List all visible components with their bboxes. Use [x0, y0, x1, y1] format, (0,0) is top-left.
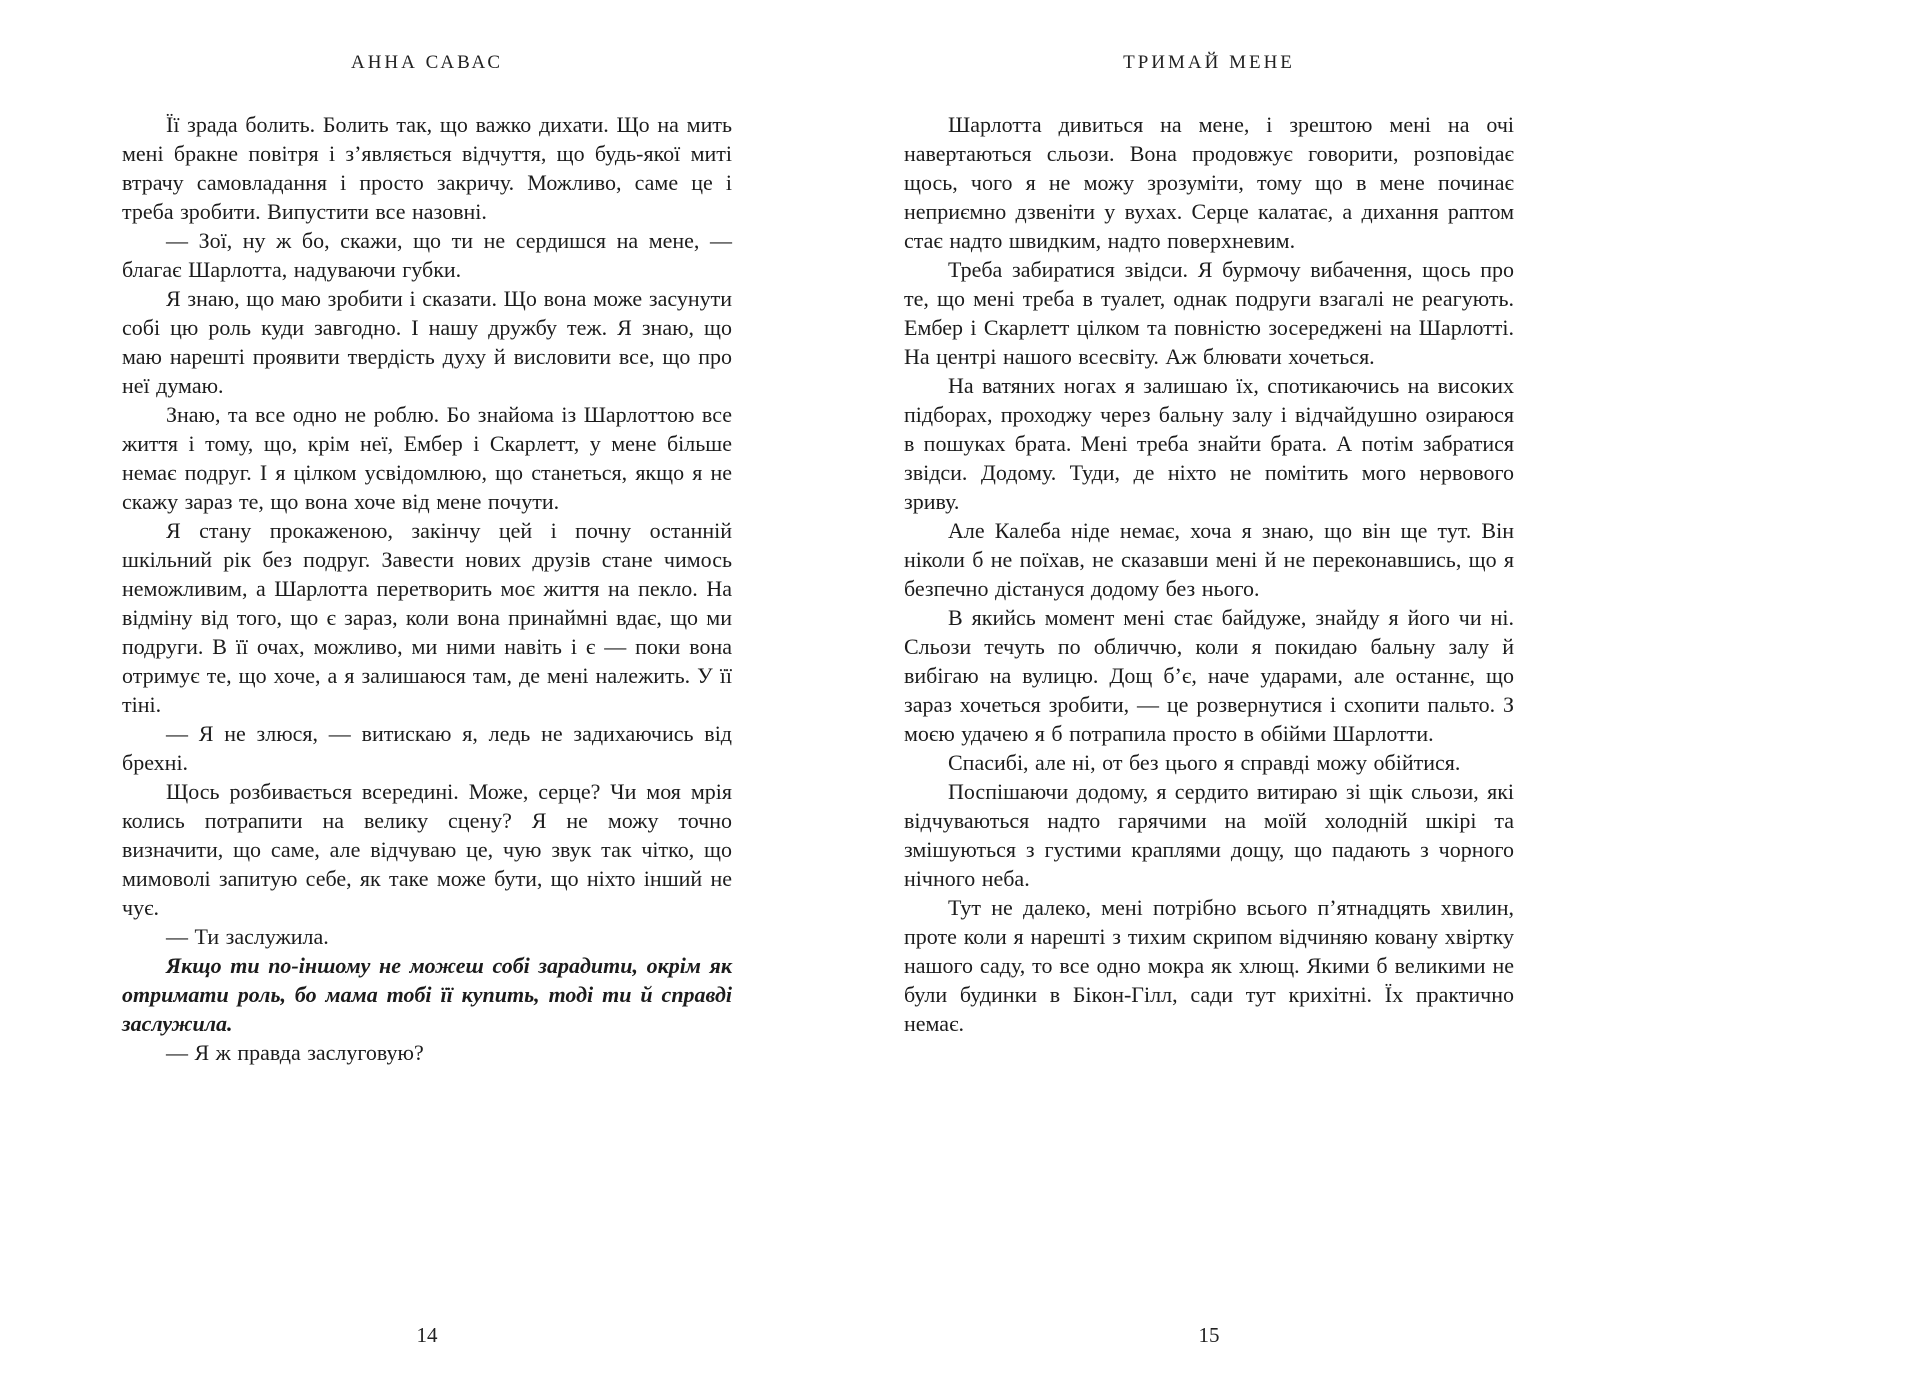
paragraph: — Я не злюся, — витискаю я, ледь не задихаючись від брехні. [122, 721, 732, 775]
paragraph: Шарлотта дивиться на мене, і зрештою мені на очі навертаються сльози. Вона продовжує говорити, розповідає щось, чого я не можу зрозуміти, тому що в мене починає неприємно дзвеніти у вухах. Серце калатає, а дихання раптом стає надто швидким, надто поверхневим. [904, 112, 1514, 253]
page-number: 15 [1198, 1323, 1220, 1347]
paragraph: Знаю, та все одно не роблю. Бо знайома із Шарлоттою все життя і тому, що, крім неї, Ембер і Скарлетт, у мене більше немає подруг. І я цілком усвідомлюю, що станеться, якщо я не скажу зараз те, що вона хоче від мене почути. [122, 402, 732, 514]
paragraph: Її зрада болить. Болить так, що важко дихати. Що на мить мені бракне повітря і з’являється відчуття, що будь-якої миті втрачу самовладання і просто закричу. Можливо, саме це і треба зробити. Випустити все назовні. [122, 112, 732, 224]
running-head-author: АННА САВАС [350, 52, 503, 73]
paragraph: Тут не далеко, мені потрібно всього п’ятнадцять хвилин, проте коли я нарешті з тихим скрипом відчиняю ковану хвіртку нашого саду, то все одно мокра як хлющ. Якими б великими не були будинки в Бікон-Гілл, сади тут крихітні. Їх практично немає. [904, 895, 1514, 1036]
paragraph: Треба забиратися звідси. Я бурмочу вибачення, щось про те, що мені треба в туалет, однак подруги взагалі не реагують. Ембер і Скарлетт цілком та повністю зосереджені на Шарлотті. На центрі нашого всесвіту. Аж блювати хочеться. [904, 257, 1514, 369]
paragraph: На ватяних ногах я залишаю їх, спотикаючись на високих підборах, проходжу через бальну залу і відчайдушно озираюся в пошуках брата. Мені треба знайти брата. А потім забратися звідси. Додому. Туди, де ніхто не помітить мого нервового зриву. [904, 373, 1514, 514]
page-left [122, 52, 732, 1390]
paragraph: Я знаю, що маю зробити і сказати. Що вона може засунути собі цю роль куди завгодно. І нашу дружбу теж. Я знаю, що маю нарешті проявити твердість духу й висловити все, що про неї думаю. [122, 286, 732, 398]
paragraph: — Зої, ну ж бо, скажи, що ти не сердишся на мене, — благає Шарлотта, надуваючи губки. [122, 228, 732, 282]
page-right [904, 52, 1514, 1390]
paragraph: Але Калеба ніде немає, хоча я знаю, що він ще тут. Він ніколи б не поїхав, не сказавши мені й не переконавшись, що я безпечно дістануся додому без нього. [904, 518, 1514, 601]
paragraph: Я стану прокаженою, закінчу цей і почну останній шкільний рік без подруг. Завести нових друзів стане чимось неможливим, а Шарлотта перетворить моє життя на пекло. На відміну від того, що є зараз, коли вона принаймні вдає, що ми подруги. В її очах, можливо, ми ними навіть і є — поки вона отримує те, що хоче, а я залишаюся там, де мені належить. У її тіні. [122, 518, 732, 717]
paragraph: — Ти заслужила. [166, 924, 329, 949]
paragraph: В якийсь момент мені стає байдуже, знайду я його чи ні. Сльози течуть по обличчю, коли я покидаю бальну залу й вибігаю на вулицю. Дощ б’є, наче ударами, але останнє, що зараз хочеться зробити, — це розвернутися і схопити пальто. З моєю удачею я б потрапила просто в обійми Шарлотти. [904, 605, 1514, 746]
page-body [904, 110, 1514, 1038]
paragraph: Щось розбивається всередині. Може, серце? Чи моя мрія колись потрапити на велику сцену? Я не можу точно визначити, що саме, але відчуваю це, чую звук так чітко, що мимоволі запитую себе, як таке може бути, що ніхто інший не чує. [122, 779, 732, 920]
paragraph-emphasis: Якщо ти по-іншому не можеш собі зарадити, окрім як отримати роль, бо мама тобі її купить, тоді ти й справді заслужила. [122, 953, 732, 1036]
page-body [122, 110, 732, 1067]
paragraph: Спасибі, але ні, от без цього я справді можу обійтися. [948, 750, 1461, 775]
paragraph: — Я ж правда заслуговую? [166, 1040, 424, 1065]
paragraph: Поспішаючи додому, я сердито витираю зі щік сльози, які відчуваються надто гарячими на моїй холодній шкірі та змішуються з густими краплями дощу, що падають з чорного нічного неба. [904, 779, 1514, 891]
page-number: 14 [416, 1323, 438, 1347]
running-head-title: ТРИМАЙ МЕНЕ [1123, 52, 1295, 73]
